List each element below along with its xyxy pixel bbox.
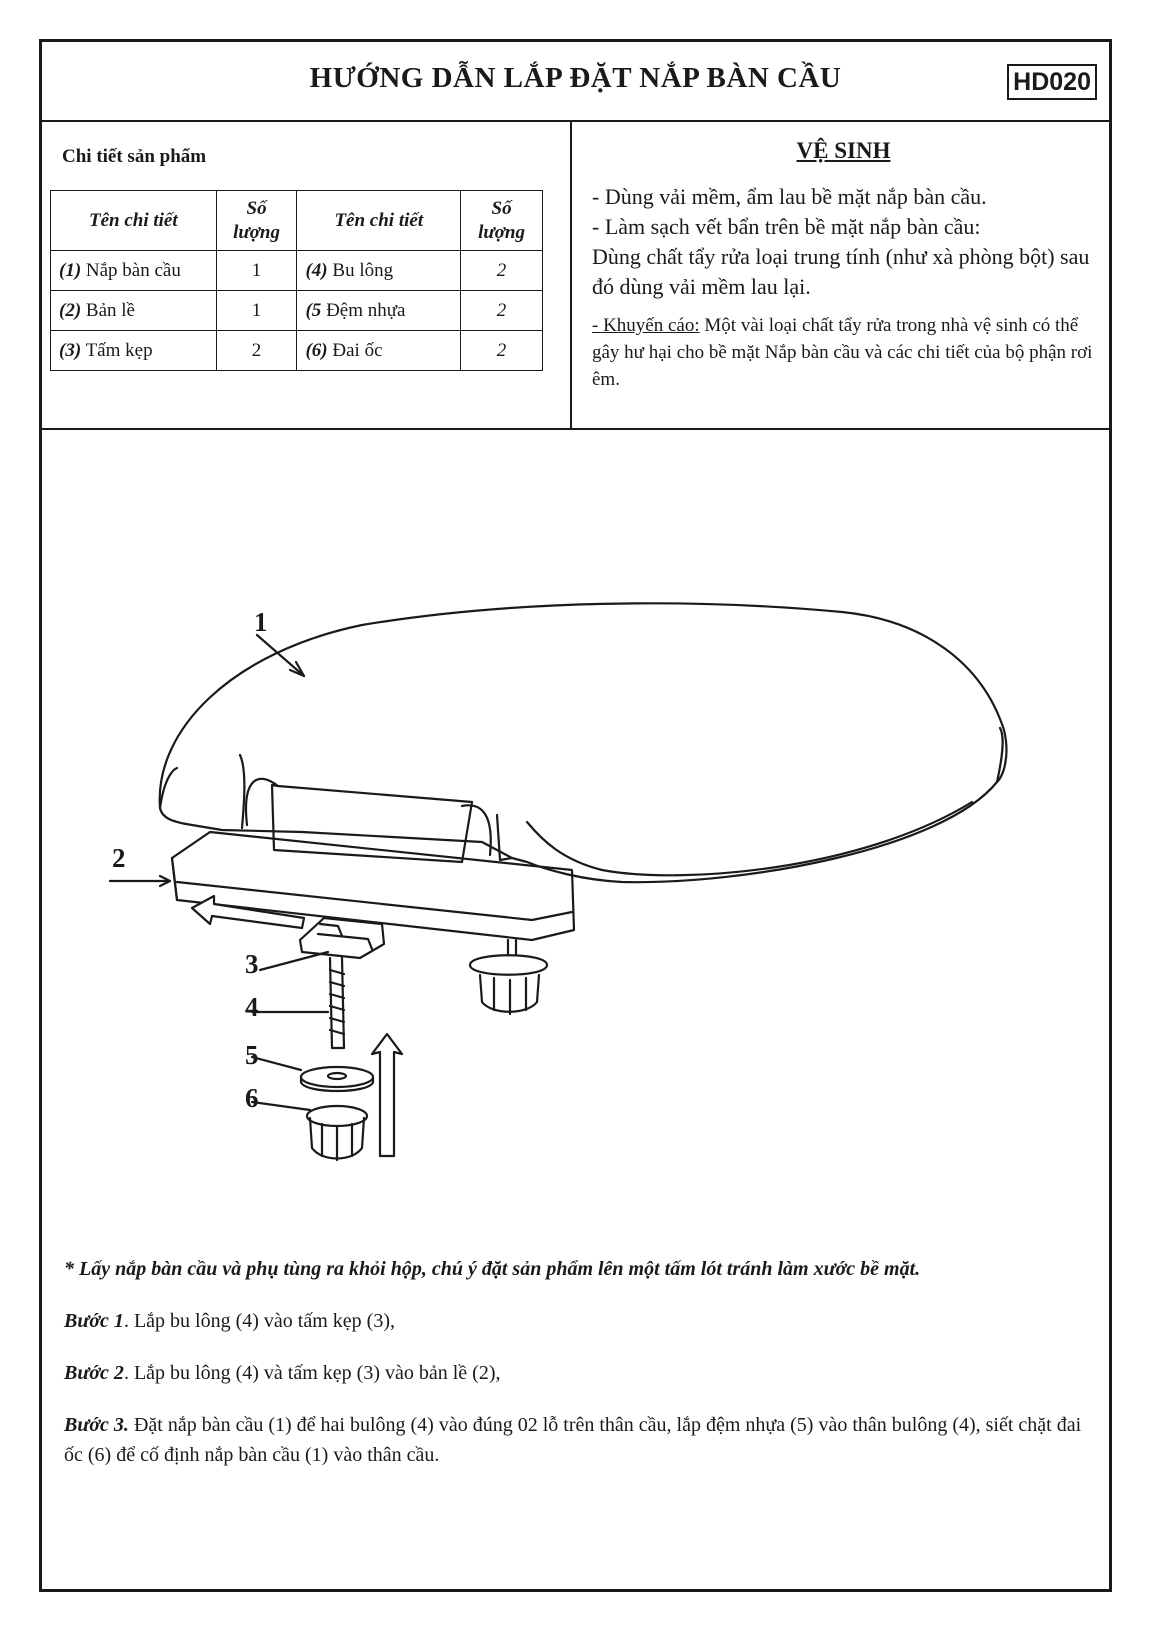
part-qty: 1 <box>216 291 297 331</box>
title-row <box>42 42 1109 122</box>
document-frame <box>39 39 1112 1592</box>
instruction-lead: * Lấy nắp bàn cầu và phụ tùng ra khỏi hộp, chú ý đặt sản phẩm lên một tấm lót tránh làm xước bề mặt. <box>64 1258 921 1280</box>
part-number: (6) <box>305 339 328 361</box>
col-header-qty-line1: Số <box>491 197 512 219</box>
part-name-cell <box>297 291 461 331</box>
label-5: 5 <box>245 1040 259 1070</box>
label-3: 3 <box>245 949 259 979</box>
step-1-label: Bước 1 <box>64 1310 124 1332</box>
col-header-qty-line1: Số <box>246 197 267 219</box>
part-qty: 2 <box>461 251 543 291</box>
hinge-cylinder <box>272 785 472 862</box>
part-qty: 2 <box>216 331 297 371</box>
part-name: Bu lông <box>332 259 394 281</box>
step-2-label: Bước 2 <box>64 1362 124 1384</box>
part-number: (3) <box>59 339 82 361</box>
document-code: HD020 <box>1007 64 1097 100</box>
parts-table <box>50 190 543 371</box>
clamp-plate <box>300 918 384 958</box>
table-row <box>51 251 543 291</box>
installed-nut <box>470 955 547 975</box>
step-1 <box>64 1306 1094 1336</box>
part-number: (1) <box>59 259 82 281</box>
table-row <box>51 331 543 371</box>
page-title: HƯỚNG DẪN LẮP ĐẶT NẮP BÀN CẦU <box>309 62 842 94</box>
part-name: Tấm kẹp <box>85 339 153 361</box>
step-1-text: . Lắp bu lông (4) vào tấm kẹp (3), <box>123 1310 395 1332</box>
table-row <box>51 291 543 331</box>
assembly-diagram <box>42 430 1109 1230</box>
note-text: Một vài loại chất tẩy rửa trong nhà vệ sinh có thể gây hư hại cho bề mặt Nắp bàn cầu và các chi tiết của bộ phận rơi êm. <box>592 315 1093 390</box>
part-name-cell <box>51 251 217 291</box>
step-3-label: Bước 3. <box>64 1414 129 1436</box>
step-3-text: Đặt nắp bàn cầu (1) để hai bulông (4) vào đúng 02 lỗ trên thân cầu, lắp đệm nhựa (5) vào thân bulông (4), siết chặt đai ốc (6) để cố định nắp bàn cầu (1) vào thân cầu. <box>64 1414 1082 1466</box>
note-label: - Khuyến cáo: <box>592 315 700 336</box>
part-number: (2) <box>59 299 82 321</box>
column-divider <box>570 122 572 428</box>
step-3 <box>64 1410 1094 1470</box>
table-header-row <box>51 191 543 251</box>
part-name: Đệm nhựa <box>326 299 406 321</box>
part-name: Bản lề <box>85 299 135 321</box>
col-header-qty-line2: lượng <box>478 221 526 243</box>
part-name-cell <box>51 291 217 331</box>
part-name-cell <box>297 331 461 371</box>
part-qty: 2 <box>461 291 543 331</box>
step-2-text: . Lắp bu lông (4) và tấm kẹp (3) vào bản lề (2), <box>123 1362 501 1384</box>
part-qty: 1 <box>216 251 297 291</box>
cleaning-title: VỆ SINH <box>796 138 891 163</box>
step-2 <box>64 1358 1094 1388</box>
col-header-qty <box>216 191 297 251</box>
cleaning-text <box>592 182 1097 393</box>
cleaning-line-3: Dùng chất tẩy rửa loại trung tính (như xà phòng bột) sau đó dùng vải mềm lau lại. <box>592 244 1090 299</box>
part-name-cell <box>297 251 461 291</box>
part-name: Đai ốc <box>332 339 383 361</box>
cleaning-note <box>592 312 1097 393</box>
nut <box>307 1106 367 1126</box>
label-1: 1 <box>254 607 268 637</box>
col-header-name: Tên chi tiết <box>51 191 217 251</box>
part-name: Nắp bàn cầu <box>85 259 181 281</box>
washer <box>301 1067 373 1087</box>
insert-arrow <box>372 1034 402 1156</box>
col-header-name-2: Tên chi tiết <box>297 191 461 251</box>
label-4: 4 <box>245 992 259 1022</box>
parts-heading: Chi tiết sản phẩm <box>62 146 207 167</box>
part-number: (5 <box>305 299 322 321</box>
instructions <box>64 1254 1094 1492</box>
col-header-qty-2 <box>461 191 543 251</box>
assembly-illustration <box>42 430 1109 1230</box>
cleaning-line-1: - Dùng vải mềm, ẩm lau bề mặt nắp bàn cầu. <box>592 184 987 209</box>
col-header-qty-line2: lượng <box>233 221 280 243</box>
part-number: (4) <box>305 259 328 281</box>
part-name-cell <box>51 331 217 371</box>
label-6: 6 <box>245 1083 259 1113</box>
part-qty: 2 <box>461 331 543 371</box>
info-row <box>42 122 1109 430</box>
label-2: 2 <box>112 843 126 873</box>
cleaning-line-2: - Làm sạch vết bẩn trên bề mặt nắp bàn cầu: <box>592 214 981 239</box>
